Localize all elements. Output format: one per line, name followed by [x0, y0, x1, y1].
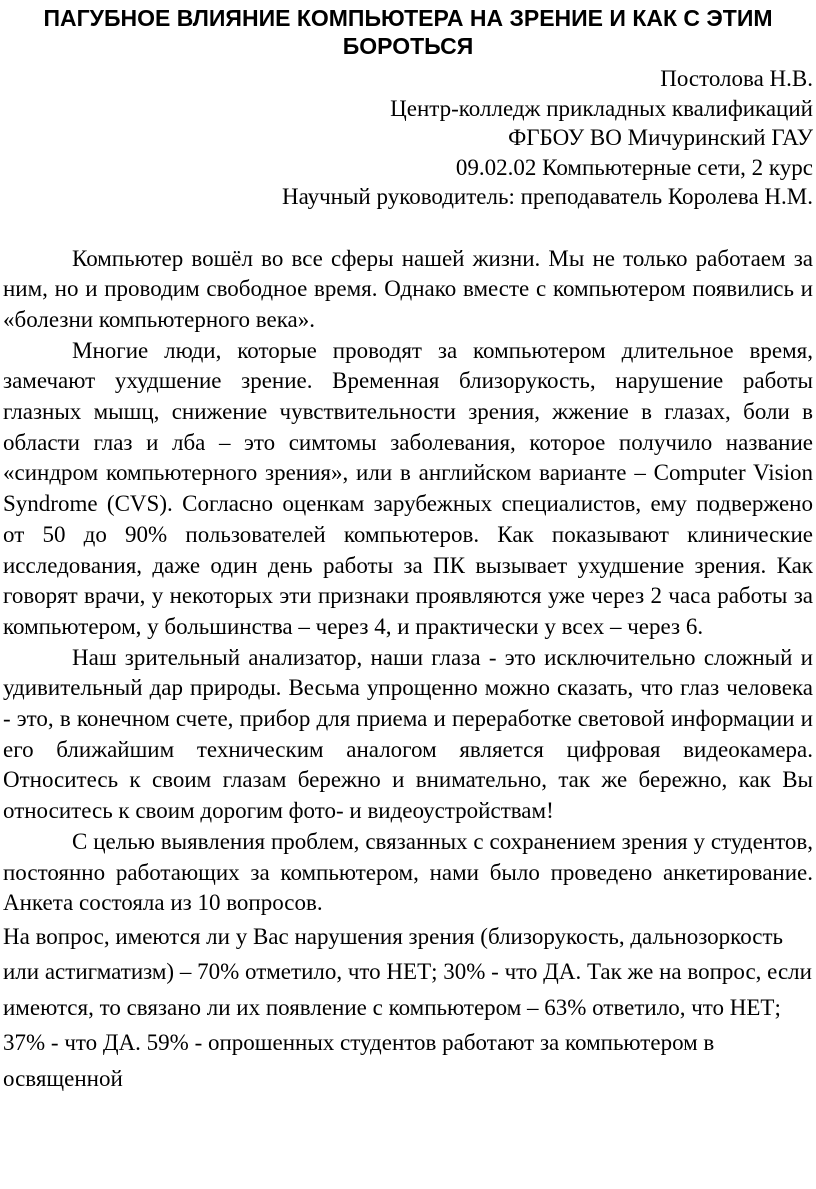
body-paragraph-3: Наш зрительный анализатор, наши глаза - это исключительно сложный и удивительный дар природы. Весьма упрощенно можно сказать, что глаз человека - это, в конечном счете, прибор для приема и переработке световой информации и его ближайшим техническим аналогом является цифровая видеокамера. Относитесь к своим глазам бережно и внимательно, так же бережно, как Вы относитесь к своим дорогим фото- и видеоустройствам! [3, 644, 813, 824]
author-specialty: 09.02.02 Компьютерные сети, 2 курс [455, 154, 813, 180]
document-title: ПАГУБНОЕ ВЛИЯНИЕ КОМПЬЮТЕРА НА ЗРЕНИЕ И КАК С ЭТИМ БОРОТЬСЯ [43, 5, 773, 59]
author-supervisor: Научный руководитель: преподаватель Королева Н.М. [281, 184, 813, 209]
body-paragraph-4: С целью выявления проблем, связанных с сохранением зрения у студентов, постоянно работающих за компьютером, нами было проведено анкетирование. Анкета состояла из 10 вопросов. [3, 828, 813, 916]
survey-paragraph: На вопрос, имеются ли у Вас нарушения зрения (близорукость, дальнозоркость или астигматизм) – 70% отметило, что НЕТ; 30% - что ДА. Так же на вопрос, если имеются, то связано ли их появление с компьютером – 63% ответило, что НЕТ; 37% - что ДА. 59% - опрошенных студентов работают за компьютером в освященной [3, 923, 812, 1091]
body-paragraph-2: Многие люди, которые проводят за компьютером длительное время, замечают ухудшение зрение. Временная близорукость, нарушение работы глазных мышц, снижение чувствительности зрения, жжение в глазах, боли в области глаз и лба – это симтомы заболевания, которое получило название «синдром компьютерного зрения», или в английском варианте – Computer Vision Syndrome (CVS). Согласно оценкам зарубежных специалистов, ему подвержено от 50 до 90% пользователей компьютеров. Как показывают клинические исследования, даже один день работы за ПК вызывает ухудшение зрения. Как говорят врачи, у некоторых эти признаки проявляются уже через 2 часа работы за компьютером, у большинства – через 4, и практически у всех – через 6. [3, 337, 813, 639]
author-block [3, 64, 813, 212]
body-paragraph-1: Компьютер вошёл во все сферы нашей жизни. Мы не только работаем за ним, но и проводим свободное время. Однако вместе с компьютером появились и «болезни компьютерного века». [3, 245, 813, 332]
author-institution: Центр-колледж прикладных квалификаций [390, 95, 813, 121]
author-name: Постолова Н.В. [660, 66, 813, 91]
spacer [3, 212, 813, 244]
author-university: ФГБОУ ВО Мичуринский ГАУ [508, 125, 813, 150]
